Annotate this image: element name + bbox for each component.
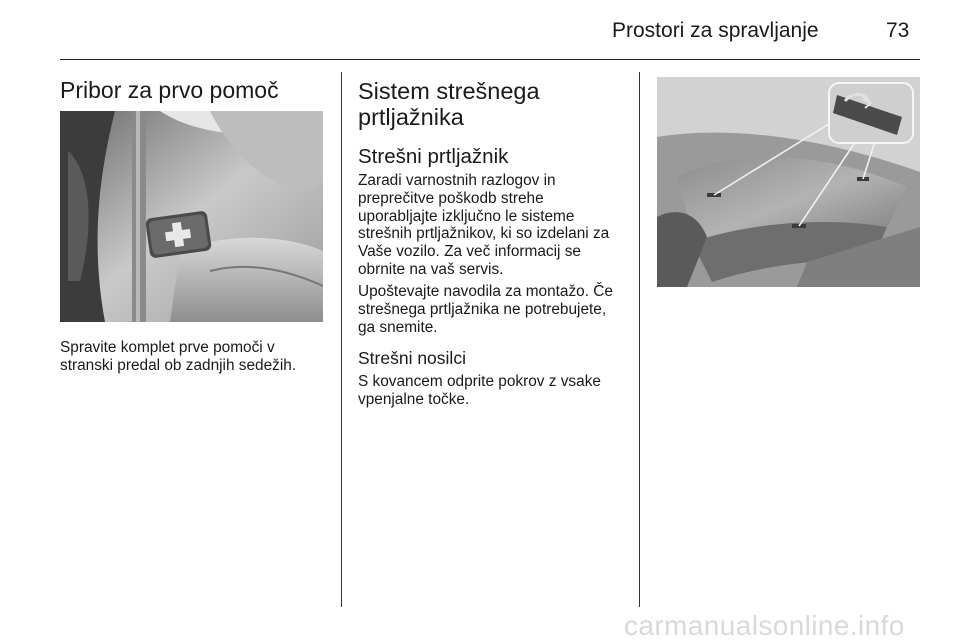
first-aid-body-text: Spravite komplet prve pomoči v stranski predal ob zadnjih sedežih.	[60, 339, 297, 374]
column-divider-right	[639, 72, 640, 607]
roof-carriers-paragraph: S kovancem odprite pokrov z vsake vpenjalne točke.	[358, 373, 601, 408]
first-aid-kit-photo	[60, 111, 323, 322]
subheading-roof-rack: Strešni prtljažnik	[358, 145, 509, 168]
header-rule	[60, 59, 920, 60]
footer-watermark: carmanualsonline.info	[624, 610, 905, 641]
page-header-title: Prostori za spravljanje	[612, 19, 819, 42]
section-heading-roof-rack-line2: prtljažnika	[358, 104, 464, 130]
car-roof-mounting-points-illustration	[657, 77, 920, 287]
section-heading-roof-rack-line1: Sistem strešnega	[358, 78, 540, 104]
page-number: 73	[886, 19, 910, 42]
roof-rack-paragraph-2: Upoštevajte navodila za montažo. Če strešnega prtljažnika ne potrebujete, ga snemite.	[358, 283, 613, 336]
subheading-roof-carriers: Strešni nosilci	[358, 348, 466, 368]
roof-rack-paragraph-1: Zaradi varnostnih razlogov in preprečitve poškodb strehe uporabljajte izključno le sisteme strešnih prtljažnikov, ki so izdelani za Vaše vozilo. Za več informacij se obrnite na vaš servis.	[358, 172, 610, 278]
column-divider-left	[341, 72, 342, 607]
section-heading-first-aid: Pribor za prvo pomoč	[60, 77, 279, 103]
